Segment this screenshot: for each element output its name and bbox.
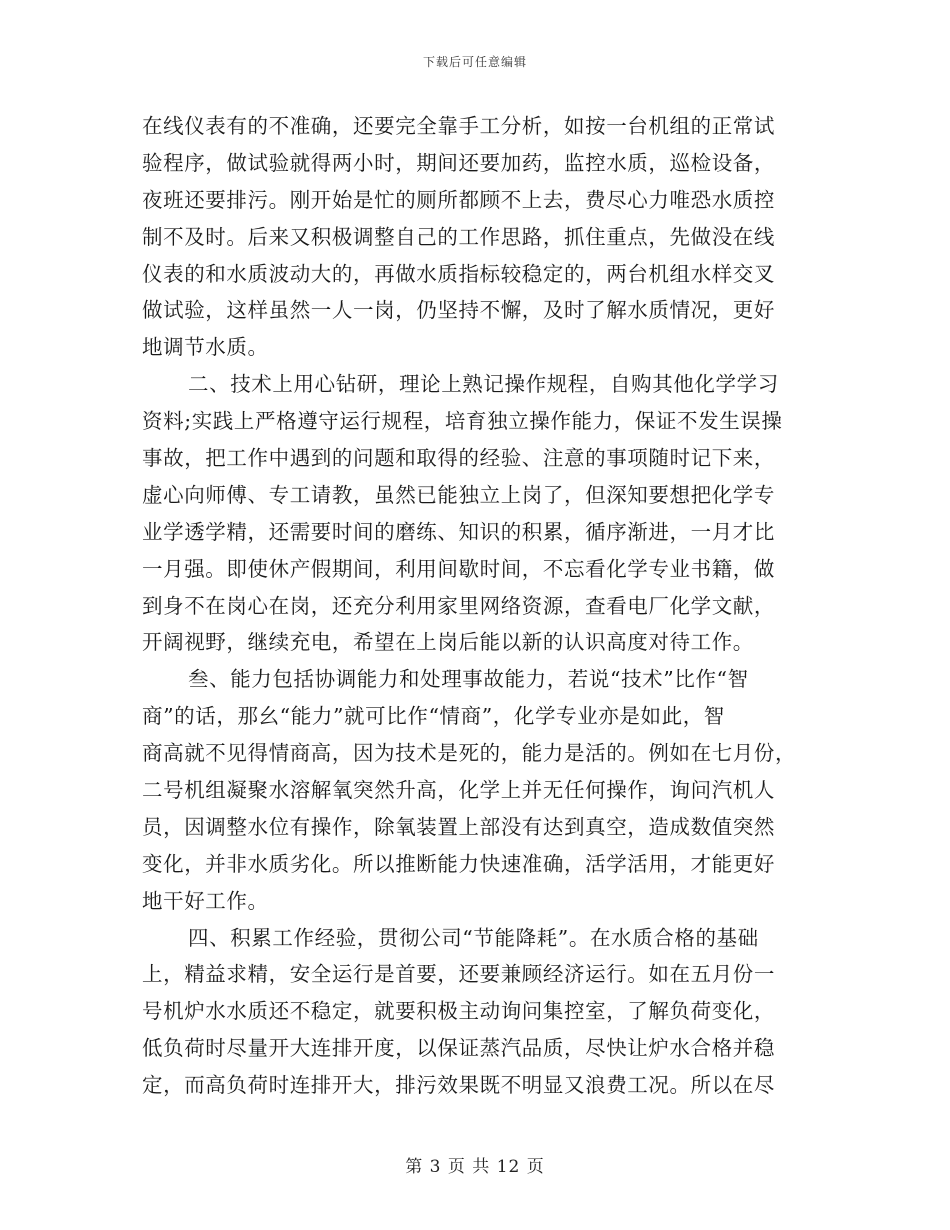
text-line: 资料;实践上严格遵守运行规程，培育独立操作能力，保证不发生误操 — [142, 409, 783, 434]
text-line: 二号机组凝聚水溶解氧突然升高，化学上并无任何操作，询问汽机人 — [142, 778, 775, 803]
text-line: 上，精益求精，安全运行是首要，还要兼顾经济运行。如在五月份一 — [142, 962, 775, 987]
text-line: 做试验，这样虽然一人一岗，仍坚持不懈，及时了解水质情况，更好 — [142, 298, 775, 323]
text-line: 号机炉水水质还不稳定，就要积极主动询问集控室，了解负荷变化， — [142, 999, 775, 1024]
text-line: 商高就不见得情商高，因为技术是死的，能力是活的。例如在七月份， — [142, 741, 797, 766]
text-line: 开阔视野，继续充电，希望在上岗后能以新的认识高度对待工作。 — [142, 630, 754, 655]
text-line: 仪表的和水质波动大的，再做水质指标较稳定的，两台机组水样交叉 — [142, 261, 775, 286]
page-header: 下载后可任意编辑 — [422, 55, 527, 69]
text-line: 商”的话，那幺“能力”就可比作“情商”，化学专业亦是如此，智 — [142, 704, 725, 729]
text-line: 地干好工作。 — [142, 888, 269, 913]
text-line: 在线仪表有的不准确，还要完全靠手工分析，如按一台机组的正常试 — [142, 114, 775, 138]
text-line: 四、积累工作经验，贯彻公司“节能降耗”。在水质合格的基础 — [188, 925, 759, 950]
text-line: 低负荷时尽量开大连排开度，以保证蒸汽品质，尽快让炉水合格并稳 — [142, 1036, 775, 1061]
document-body — [142, 108, 802, 1104]
text-line: 到身不在岗心在岗，还充分利用家里网络资源，查看电厂化学文献， — [142, 593, 775, 618]
text-line: 员，因调整水位有操作，除氧装置上部没有达到真空，造成数值突然 — [142, 814, 775, 839]
text-line: 一月强。即使休产假期间，利用间歇时间，不忘看化学专业书籍，做 — [142, 556, 775, 581]
text-line: 定，而高负荷时连排开大，排污效果既不明显又浪费工况。所以在尽 — [142, 1073, 775, 1098]
text-line: 叁、能力包括协调能力和处理事故能力，若说“技术”比作“智 — [188, 667, 749, 692]
text-line: 事故，把工作中遇到的问题和取得的经验、注意的事项随时记下来， — [142, 446, 775, 471]
text-line: 地调节水质。 — [142, 335, 269, 360]
text-line: 验程序，做试验就得两小时，期间还要加药，监控水质，巡检设备， — [142, 150, 775, 175]
text-line: 制不及时。后来又积极调整自己的工作思路，抓住重点，先做没在线 — [142, 224, 775, 249]
text-line: 二、技术上用心钻研，理论上熟记操作规程，自购其他化学学习 — [188, 372, 779, 397]
text-line: 变化，并非水质劣化。所以推断能力快速准确，活学活用，才能更好 — [142, 851, 775, 876]
text-line: 虚心向师傅、专工请教，虽然已能独立上岗了，但深知要想把化学专 — [142, 482, 775, 507]
page-number-footer: 第 3 页 共 12 页 — [405, 1157, 545, 1177]
text-line: 业学透学精，还需要时间的磨练、知识的积累，循序渐进，一月才比 — [142, 519, 775, 544]
text-line: 夜班还要排污。刚开始是忙的厕所都顾不上去，费尽心力唯恐水质控 — [142, 187, 775, 212]
